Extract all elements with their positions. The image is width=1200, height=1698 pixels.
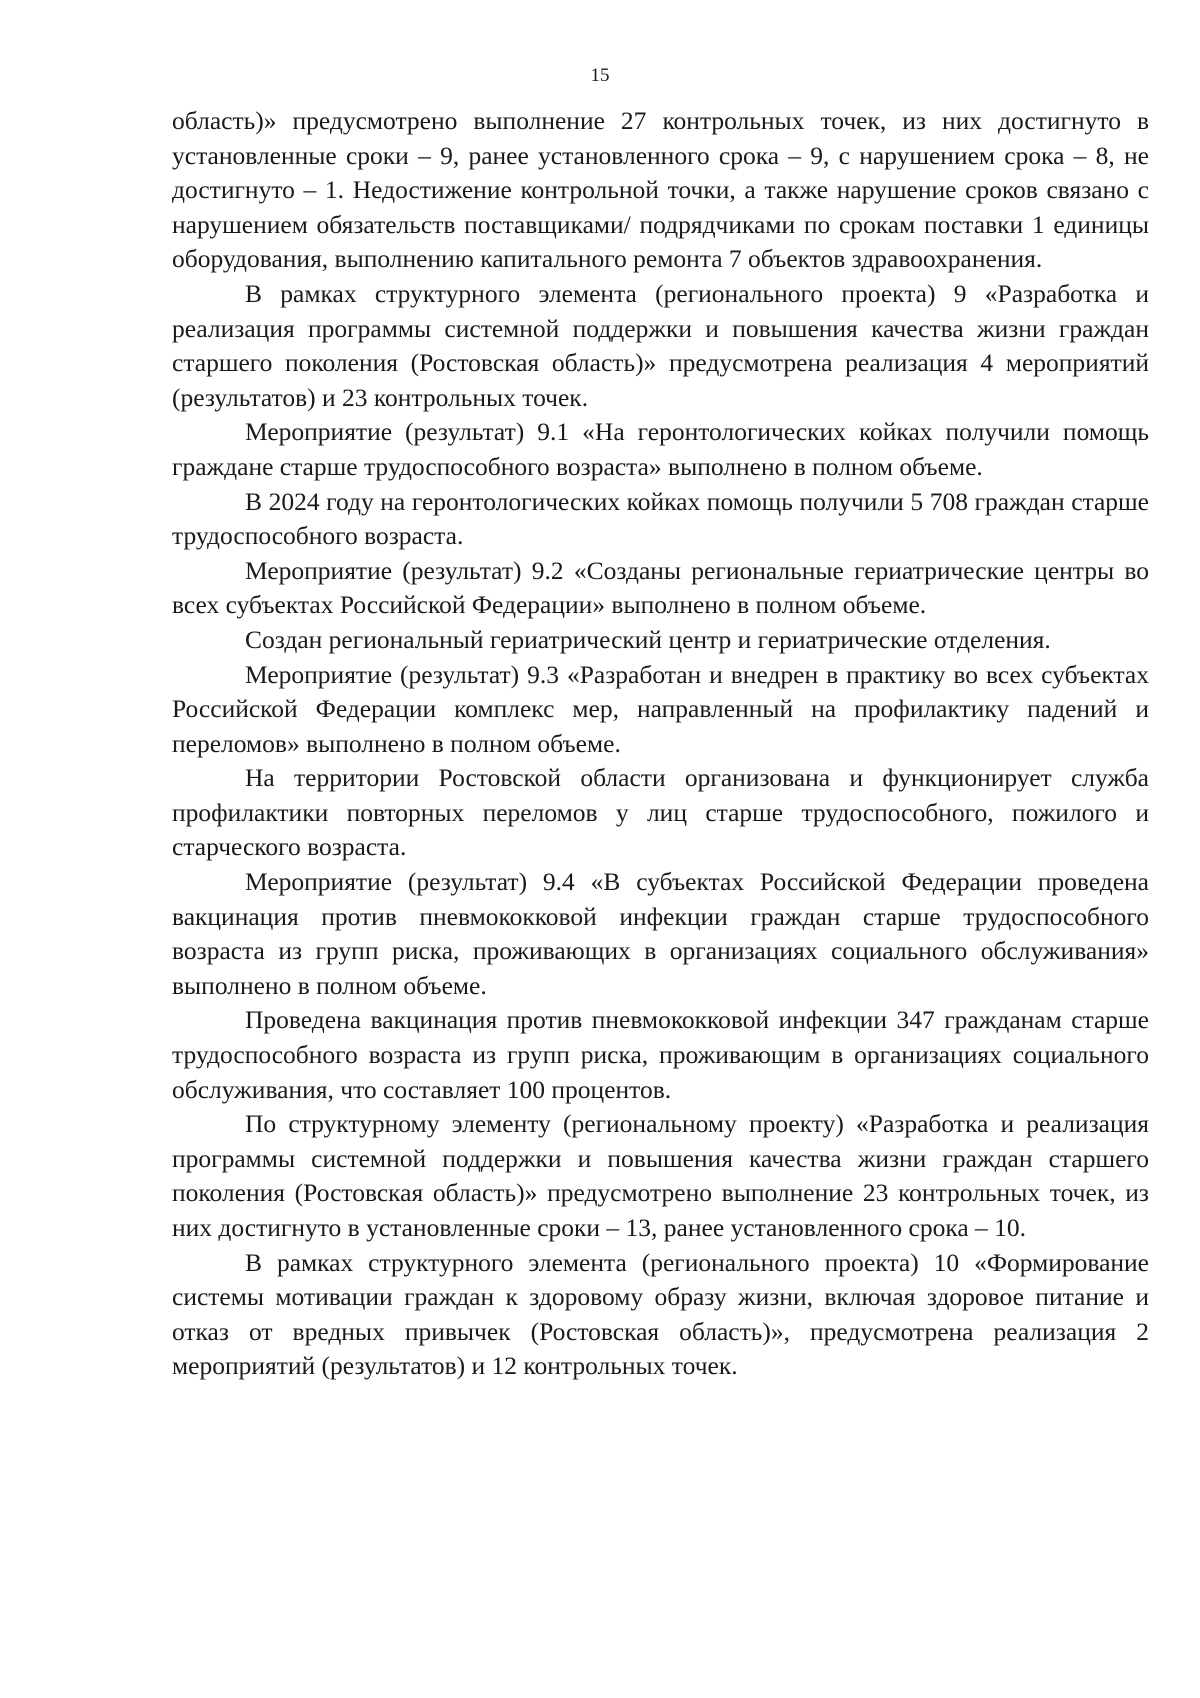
- paragraph-9: Мероприятие (результат) 9.4 «В субъектах Российской Федерации проведена вакцинация против пневмококковой инфекции граждан старше трудоспособного возраста из групп риска, проживающих в организациях социального обслуживания» выполнено в полном объеме.: [172, 867, 1149, 1000]
- paragraph-5: Мероприятие (результат) 9.2 «Созданы региональные гериатрические центры во всех субъектах Российской Федерации» выполнено в полном объеме.: [172, 555, 1149, 620]
- paragraph-2: В рамках структурного элемента (регионального проекта) 9 «Разработка и реализация программы системной поддержки и повышения качества жизни граждан старшего поколения (Ростовская область)» предусмотрена реализация 4 мероприятий (результатов) и 23 контрольных точек.: [172, 278, 1149, 412]
- paragraph-4: В 2024 году на геронтологических койках помощь получили 5 708 граждан старше трудоспособного возраста.: [172, 486, 1149, 551]
- page-number: 15: [590, 65, 610, 86]
- paragraph-7: Мероприятие (результат) 9.3 «Разработан и внедрен в практику во всех субъектах Российской Федерации комплекс мер, направленный на профилактику падений и переломов» выполнено в полном объеме.: [172, 659, 1149, 758]
- paragraph-12: В рамках структурного элемента (регионального проекта) 10 «Формирование системы мотивации граждан к здоровому образу жизни, включая здоровое питание и отказ от вредных привычек (Ростовская область)», предусмотрена реализация 2 мероприятий (результатов) и 12 контрольных точек.: [172, 1247, 1149, 1381]
- paragraph-10: Проведена вакцинация против пневмококковой инфекции 347 гражданам старше трудоспособного возраста из групп риска, проживающим в организациях социального обслуживания, что составляет 100 процентов.: [172, 1005, 1149, 1104]
- paragraph-11: По структурному элементу (региональному проекту) «Разработка и реализация программы системной поддержки и повышения качества жизни граждан старшего поколения (Ростовская область)» предусмотрено выполнение 23 контрольных точек, из них достигнуто в установленные сроки – 13, ранее установленного срока – 10.: [172, 1109, 1149, 1242]
- paragraph-1: область)» предусмотрено выполнение 27 контрольных точек, из них достигнуто в установленные сроки – 9, ранее установленного срока – 9, с нарушением срока – 8, не достигнуто – 1. Недостижение контрольной точки, а также нарушение сроков связано с нарушением обязательств поставщиками/ подрядчиками по срокам поставки 1 единицы оборудования, выполнению капитального ремонта 7 объектов здравоохранения.: [172, 106, 1149, 274]
- paragraph-3: Мероприятие (результат) 9.1 «На геронтологических койках получили помощь граждане старше трудоспособного возраста» выполнено в полном объеме.: [172, 417, 1149, 481]
- paragraph-6: Создан региональный гериатрический центр и гериатрические отделения.: [245, 624, 1051, 654]
- body-text: [172, 104, 1149, 1384]
- paragraph-8: На территории Ростовской области организована и функционирует служба профилактики повторных переломов у лиц старше трудоспособного, пожилого и старческого возраста.: [172, 763, 1149, 862]
